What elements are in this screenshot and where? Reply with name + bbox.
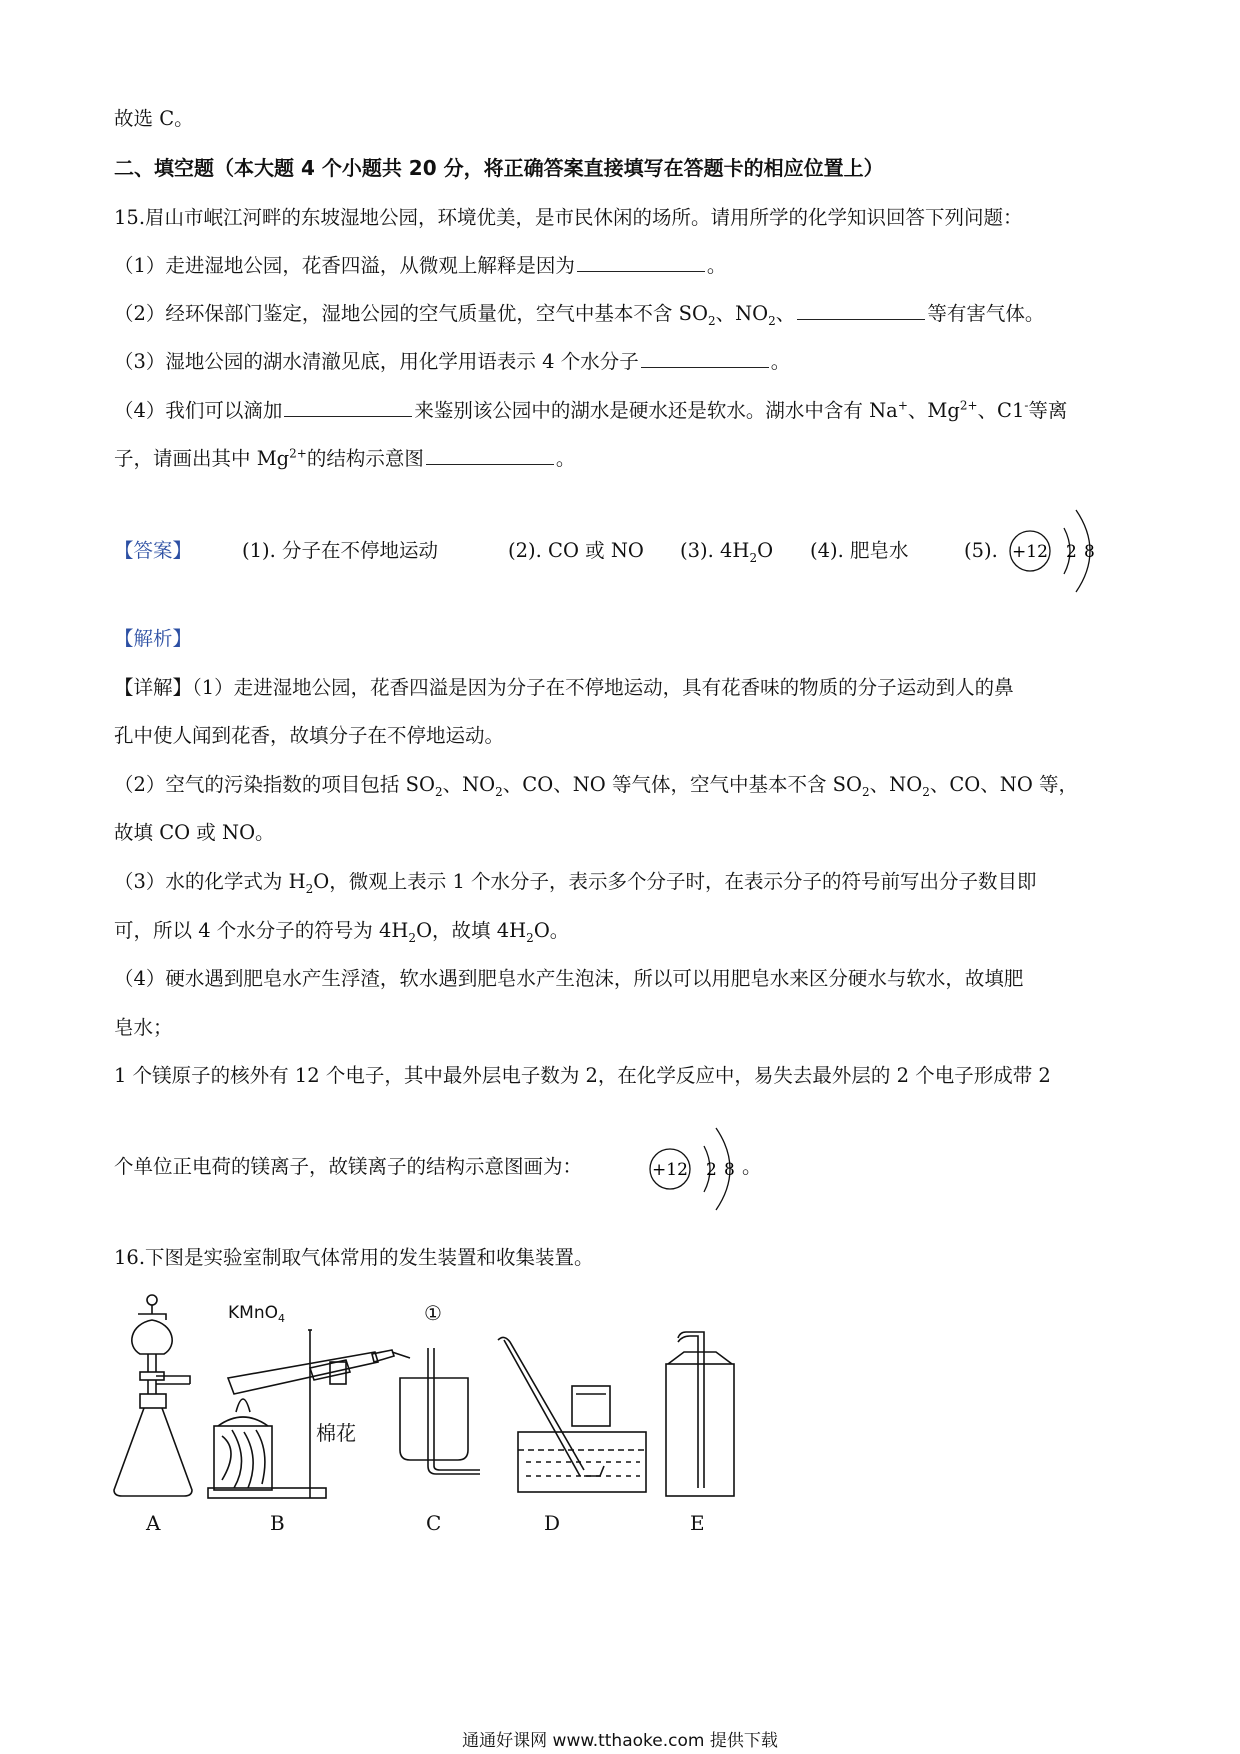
section-heading: 二、填空题（本大题 4 个小题共 20 分，将正确答案直接填写在答题卡的相应位置上）: [114, 156, 884, 180]
question-15-part-2: （2）经环保部门鉴定，湿地公园的空气质量优，空气中基本不含 $SO_2$、$NO_2$、 等有害气体。: [114, 302, 1045, 328]
question-15-part-3: （3）湿地公园的湖水清澈见底，用化学用语表示 4 个水分子 。: [114, 350, 791, 373]
answer-label: 【答案】: [114, 539, 193, 562]
analysis-label: 【解析】: [114, 627, 193, 650]
nucleus-charge: +12: [1012, 542, 1048, 562]
shell-1-count: 2: [1066, 542, 1077, 562]
apparatus-c: [400, 1301, 480, 1474]
answer-blank[interactable]: [426, 446, 554, 465]
answer-item-3: (3). $4H_2O$: [680, 539, 774, 565]
analysis-line-4: 故填 CO 或 NO。: [114, 821, 275, 844]
period-after-diagram: 。: [742, 1155, 762, 1178]
answer-item-1: (1). 分子在不停地运动: [242, 539, 439, 562]
answer-blank[interactable]: [577, 253, 705, 272]
question-16-title: 16.下图是实验室制取气体常用的发生装置和收集装置。: [114, 1246, 594, 1269]
analysis-line-2: 孔中使人闻到花香，故填分子在不停地运动。: [114, 724, 505, 747]
magnesium-ion-diagram: [1004, 496, 1114, 606]
answer-blank[interactable]: [284, 398, 412, 417]
analysis-line-1: 【详解】（1）走进湿地公园，花香四溢是因为分子在不停地运动，具有花香味的物质的分子运动到人的鼻: [114, 676, 1014, 699]
shell-2-count: 8: [1084, 542, 1095, 562]
answer-item-2: (2). CO 或 NO: [508, 539, 644, 562]
cotton-label: 棉花: [316, 1421, 356, 1445]
question-15-part-4-cont: 子，请画出其中 $Mg^{2+}$的结构示意图 。: [114, 446, 576, 470]
shell-1-count: 2: [706, 1160, 717, 1180]
text-line-choose-c: 故选 C。: [114, 107, 194, 130]
lab-apparatus-figure: [110, 1290, 890, 1575]
apparatus-a: [114, 1295, 192, 1496]
analysis-line-7: （4）硬水遇到肥皂水产生浮渣，软水遇到肥皂水产生泡沫，所以可以用肥皂水来区分硬水与软水，故填肥: [114, 967, 1024, 990]
answer-item-4: (4). 肥皂水: [810, 539, 909, 562]
label-d: D: [544, 1511, 561, 1535]
analysis-line-9: 1 个镁原子的核外有 12 个电子，其中最外层电子数为 2，在化学反应中，易失去最外层的 2 个电子形成带 2: [114, 1064, 1051, 1087]
apparatus-b: [208, 1330, 410, 1498]
question-15-part-4: （4）我们可以滴加 来鉴别该公园中的湖水是硬水还是软水。湖水中含有 Na+、$Mg^{2+}$、C1-等离: [114, 398, 1068, 422]
answer-blank[interactable]: [641, 349, 769, 368]
answer-row: [114, 536, 1124, 566]
page-footer: 通通好课网 www.tthaoke.com 提供下载: [462, 1731, 778, 1751]
apparatus-e: [666, 1332, 734, 1496]
analysis-line-3: （2）空气的污染指数的项目包括 $SO_2$、$NO_2$、CO、NO 等气体，空气中基本不含 $SO_2$、$NO_2$、CO、NO 等，: [114, 773, 1078, 799]
label-c: C: [426, 1511, 442, 1535]
question-15-part-1: （1）走进湿地公园，花香四溢，从微观上解释是因为 。: [114, 254, 727, 277]
magnesium-ion-diagram-inline: [644, 1114, 754, 1224]
label-e: E: [690, 1511, 705, 1535]
nucleus-charge: +12: [652, 1160, 688, 1180]
circle-1-label: ①: [424, 1301, 442, 1325]
label-b: B: [270, 1511, 285, 1535]
analysis-line-5: （3）水的化学式为 $H_2O$，微观上表示 1 个水分子，表示多个分子时，在表示分子的符号前写出分子数目即: [114, 870, 1037, 896]
answer-item-5: (5).: [964, 539, 998, 562]
analysis-line-8: 皂水；: [114, 1016, 173, 1039]
answer-blank[interactable]: [797, 301, 925, 320]
apparatus-d: [498, 1337, 646, 1492]
shell-2-count: 8: [724, 1160, 735, 1180]
analysis-line-6: 可，所以 4 个水分子的符号为 $4H_2O$，故填 $4H_2O$。: [114, 919, 570, 945]
analysis-line-10: 个单位正电荷的镁离子，故镁离子的结构示意图画为：: [114, 1155, 583, 1178]
kmno4-label: KMnO$_4$: [228, 1303, 285, 1325]
question-15-title: 15.眉山市岷江河畔的东坡湿地公园，环境优美，是市民休闲的场所。请用所学的化学知识回答下列问题：: [114, 206, 1023, 229]
label-a: A: [146, 1511, 161, 1535]
